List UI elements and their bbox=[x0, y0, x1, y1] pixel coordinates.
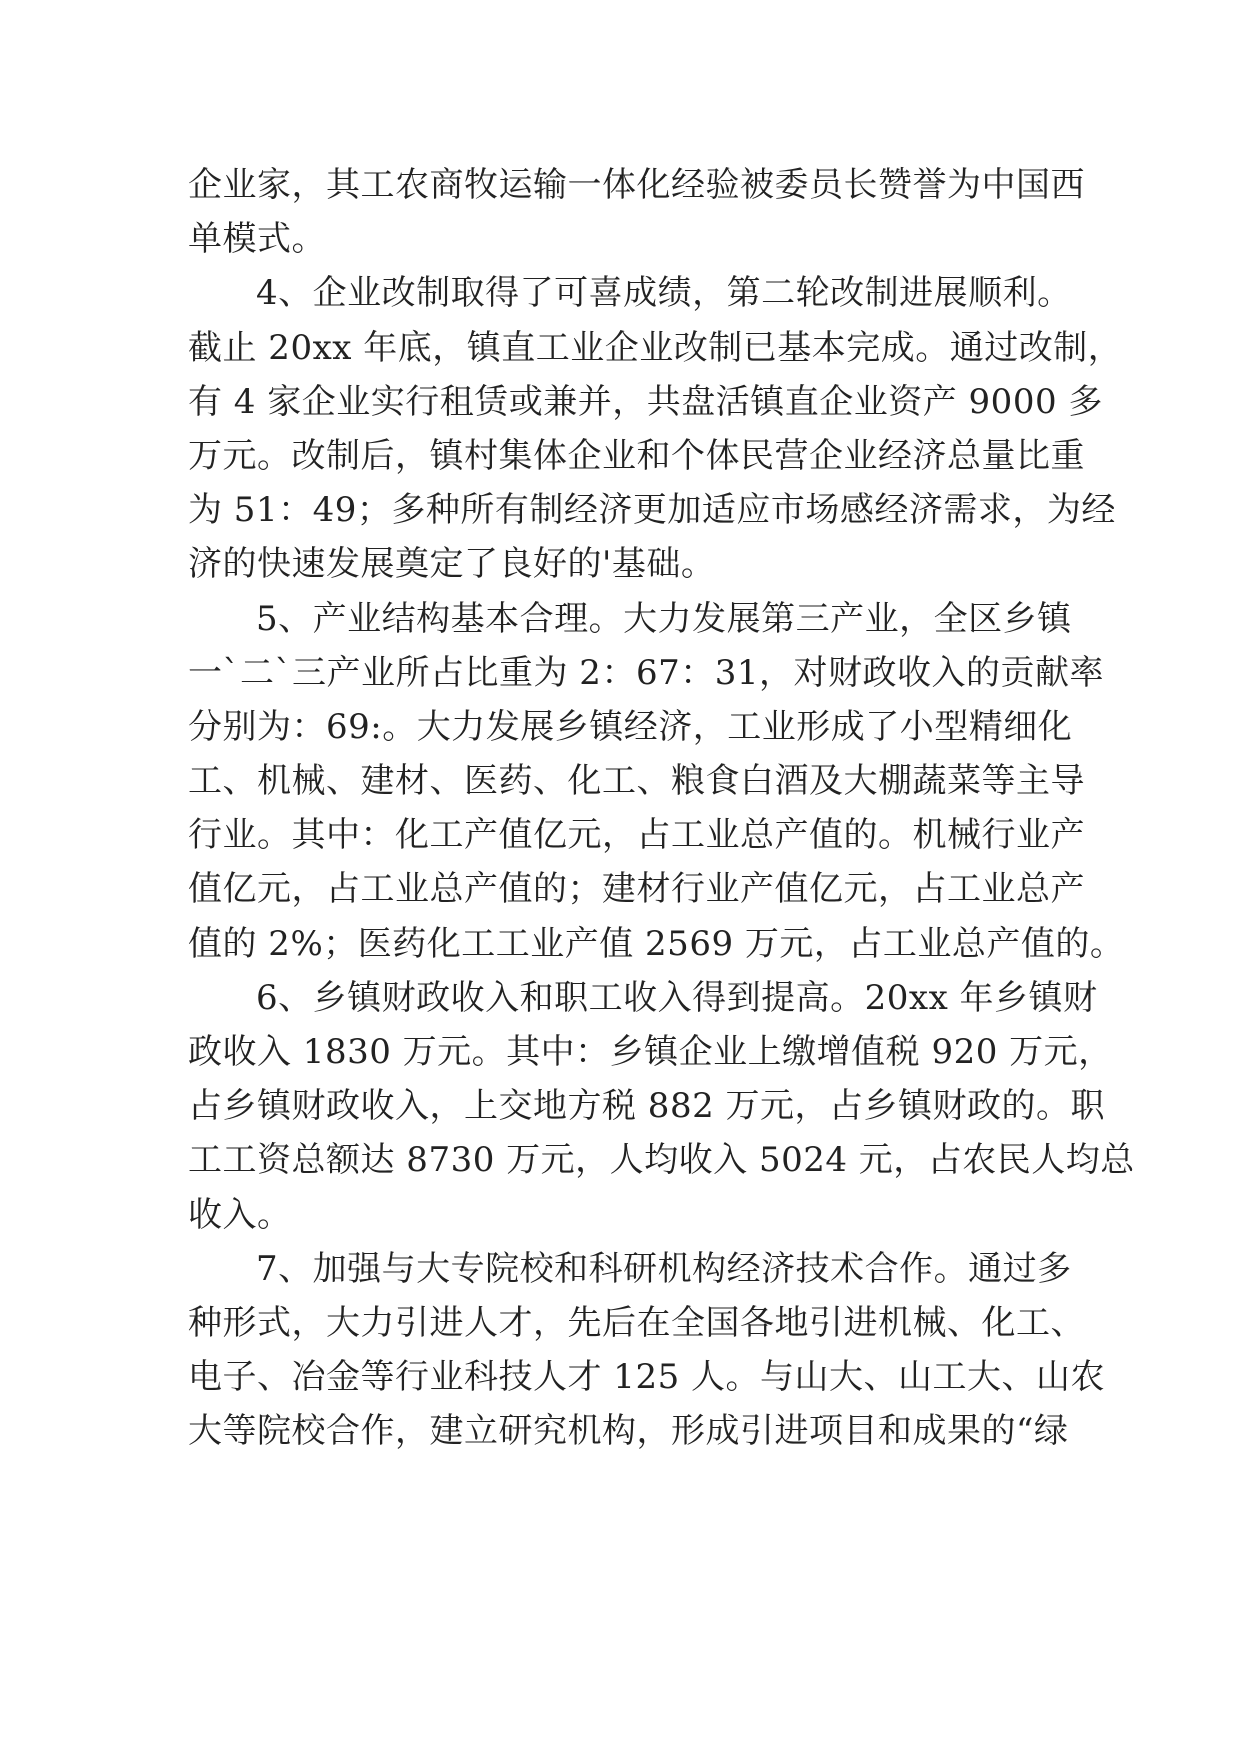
text-line: 值亿元，占工业总产值的；建材行业产值亿元，占工业总产 bbox=[188, 869, 1085, 910]
text-line: 种形式，大力引进人才，先后在全国各地引进机械、化工、 bbox=[188, 1302, 1085, 1343]
text-line: 值的 2%；医药化工工业产值 2569 万元，占工业总产值的。 bbox=[188, 923, 1125, 964]
text-line: 行业。其中：化工产值亿元，占工业总产值的。机械行业产 bbox=[188, 815, 1085, 856]
text-line: 万元。改制后，镇村集体企业和个体民营企业经济总量比重 bbox=[188, 435, 1085, 476]
text-line: 分别为：69:。大力发展乡镇经济，工业形成了小型精细化 bbox=[188, 706, 1073, 747]
text-line: 单模式。 bbox=[188, 219, 326, 260]
text-line: 截止 20xx 年底，镇直工业企业改制已基本完成。通过改制， bbox=[188, 327, 1123, 368]
paragraph-start-line: 4、企业改制取得了可喜成绩，第二轮改制进展顺利。 bbox=[256, 273, 1072, 314]
paragraph-start-line: 5、产业结构基本合理。大力发展第三产业，全区乡镇 bbox=[256, 598, 1072, 639]
text-line: 有 4 家企业实行租赁或兼并，共盘活镇直企业资产 9000 多 bbox=[188, 381, 1103, 422]
text-line: 工、机械、建材、医药、化工、粮食白酒及大棚蔬菜等主导 bbox=[188, 761, 1085, 802]
document-body bbox=[188, 158, 1135, 1459]
text-line: 一`二`三产业所占比重为 2：67：31，对财政收入的贡献率 bbox=[188, 652, 1104, 693]
text-line: 占乡镇财政收入，上交地方税 882 万元，占乡镇财政的。职 bbox=[188, 1086, 1106, 1127]
text-line: 大等院校合作，建立研究机构，形成引进项目和成果的“绿 bbox=[188, 1411, 1069, 1452]
text-line: 工工资总额达 8730 万元，人均收入 5024 元，占农民人均总 bbox=[188, 1140, 1135, 1181]
paragraph-start-line: 7、加强与大专院校和科研机构经济技术合作。通过多 bbox=[256, 1248, 1072, 1289]
text-line: 企业家，其工农商牧运输一体化经验被委员长赞誉为中国西 bbox=[188, 165, 1085, 205]
text-line: 济的快速发展奠定了良好的'基础。 bbox=[188, 544, 716, 585]
text-line: 收入。 bbox=[188, 1194, 292, 1235]
text-line: 电子、冶金等行业科技人才 125 人。与山大、山工大、山农 bbox=[188, 1357, 1106, 1398]
text-line: 为 51：49；多种所有制经济更加适应市场感经济需求，为经 bbox=[188, 490, 1116, 531]
paragraph-start-line: 6、乡镇财政收入和职工收入得到提高。20xx 年乡镇财 bbox=[256, 977, 1098, 1018]
text-line: 政收入 1830 万元。其中：乡镇企业上缴增值税 920 万元， bbox=[188, 1032, 1113, 1072]
